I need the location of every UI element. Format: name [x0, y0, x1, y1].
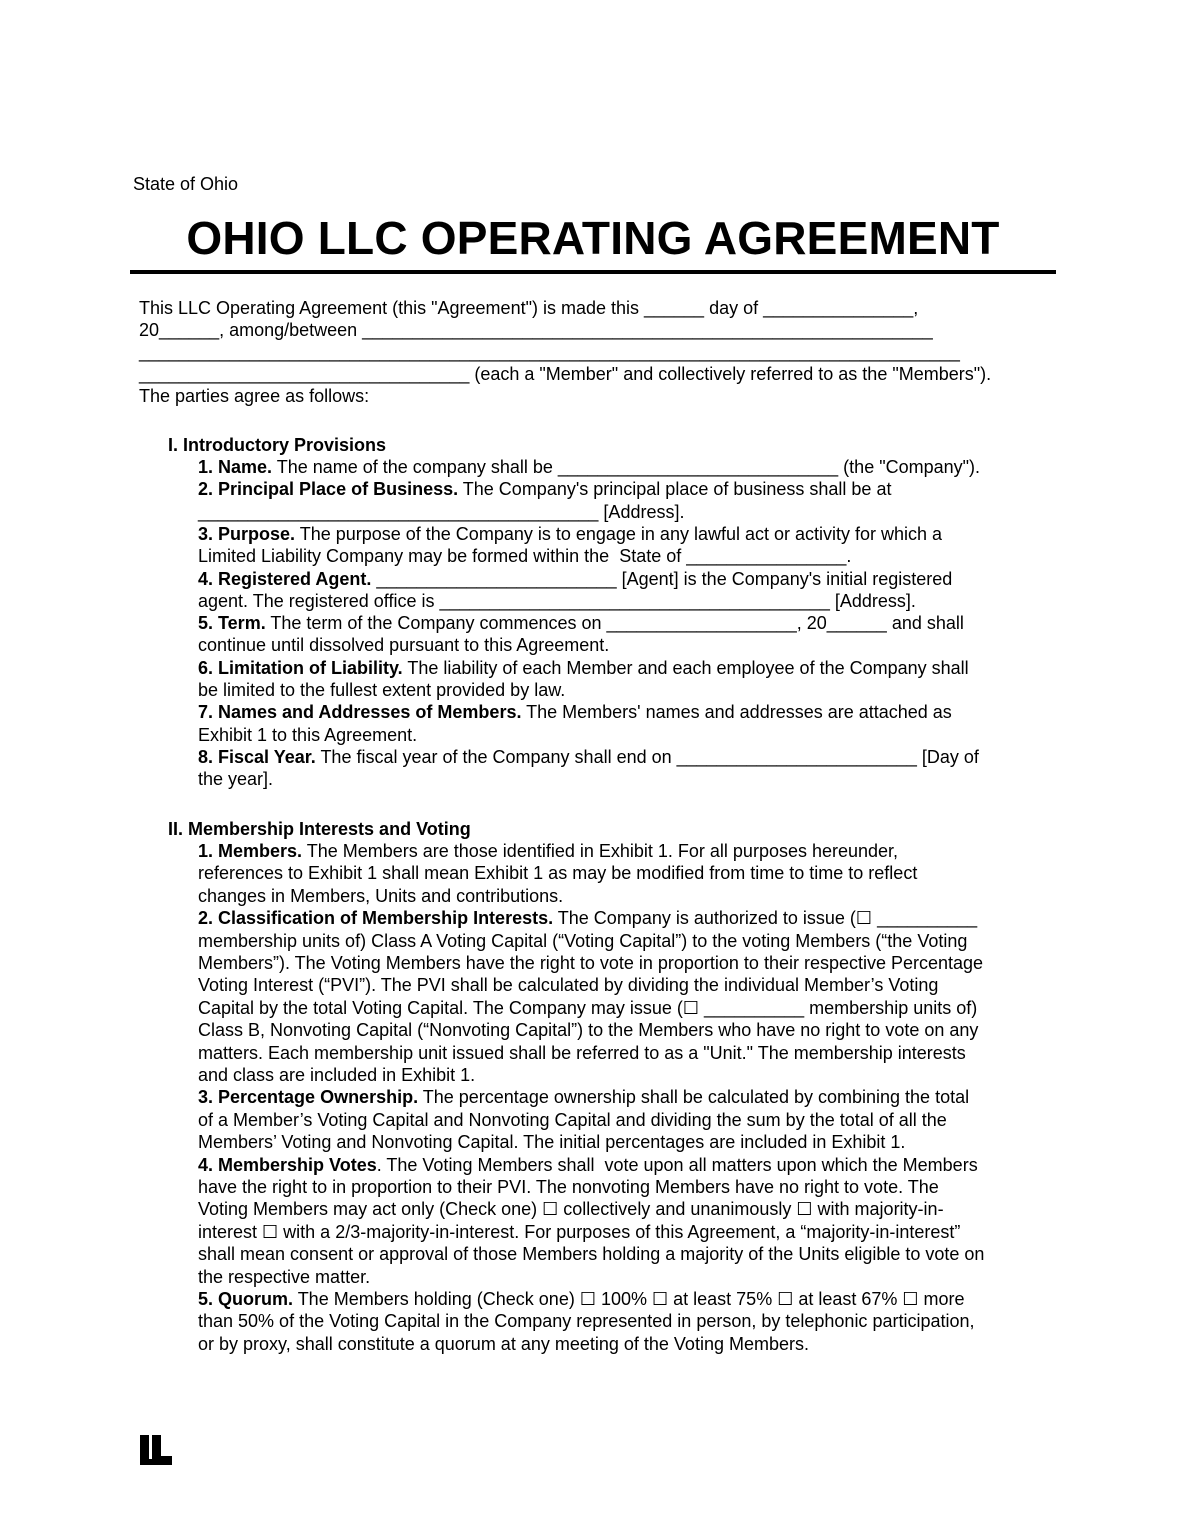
preamble-line-text: This LLC Operating Agreement (this "Agreement") is made this ______ day of _______________,	[139, 298, 919, 318]
state-label: State of Ohio	[133, 174, 239, 194]
clause-line-text: The Members holding (Check one) ☐ 100% ☐ at least 75% ☐ at least 67% ☐ more	[293, 1289, 965, 1309]
preamble-line	[139, 363, 991, 385]
clause-line-text: The fiscal year of the Company shall end on ________________________ [Day of	[315, 747, 979, 767]
clause-line-heading: 3. Percentage Ownership.	[198, 1087, 419, 1107]
clause-line	[198, 612, 964, 634]
clause-line	[198, 590, 916, 612]
clause-line-text: . The Voting Members shall vote upon all matters upon which the Members	[376, 1155, 978, 1175]
clause-line	[198, 885, 563, 907]
preamble-line-text: The parties agree as follows:	[139, 386, 370, 406]
clause-line-text: The name of the company shall be ____________________________ (the "Company").	[272, 457, 981, 477]
clause-line-text: interest ☐ with a 2/3-majority-in-interest. For purposes of this Agreement, a “majority-in-interest”	[198, 1222, 961, 1242]
section-heading: II. Membership Interests and Voting	[168, 819, 471, 839]
clause-line-heading: 8. Fiscal Year.	[198, 747, 316, 767]
clause-line-text: membership units of) Class A Voting Capital (“Voting Capital”) to the voting Members (“the Voting	[198, 931, 968, 951]
clause-line-text: ________________________________________ [Address].	[198, 502, 685, 522]
clause-line	[198, 657, 969, 679]
document-title: OHIO LLC OPERATING AGREEMENT	[186, 212, 1000, 264]
legal-templates-logo-icon	[140, 1435, 172, 1465]
clause-line	[198, 907, 977, 929]
preamble-line-text: _________________________________ (each a "Member" and collectively referred to as the "Members").	[139, 364, 992, 384]
preamble-line-text: __________________________________________________________________________________	[139, 342, 960, 362]
clause-line-heading: 4. Membership Votes	[198, 1155, 377, 1175]
clause-line	[198, 1333, 809, 1355]
clause-line	[198, 634, 609, 656]
clause-line-text: Voting Members may act only (Check one) ☐ collectively and unanimously ☐ with majority-in-	[198, 1199, 944, 1219]
clause-line-text: shall mean consent or approval of those Members holding a majority of the Units eligible to vote on	[198, 1244, 985, 1264]
clause-line-text: have the right to in proportion to their PVI. The nonvoting Members have no right to vote. The	[198, 1177, 939, 1197]
clause-line	[198, 1064, 475, 1086]
clause-line	[198, 1198, 944, 1220]
clause-line	[198, 746, 979, 768]
clause-line-text: Class B, Nonvoting Capital (“Nonvoting Capital”) to the Members who have no right to vote on any	[198, 1020, 979, 1040]
clause-line-heading: 7. Names and Addresses of Members.	[198, 702, 522, 722]
clause-line	[198, 862, 917, 884]
clause-line	[198, 952, 983, 974]
clause-line-heading: 2. Classification of Membership Interests.	[198, 908, 554, 928]
clause-line	[198, 1221, 960, 1243]
clause-line	[198, 1131, 905, 1153]
clause-line-text: The Company's principal place of business shall be at	[458, 479, 892, 499]
clause-line-text: matters. Each membership unit issued shall be referred to as a "Unit." The membership interests	[198, 1043, 966, 1063]
clause-line-text: changes in Members, Units and contributions.	[198, 886, 564, 906]
clause-line	[198, 840, 898, 862]
clause-line-text: be limited to the fullest extent provided by law.	[198, 680, 566, 700]
clause-line	[198, 1288, 965, 1310]
clause-line-text: Exhibit 1 to this Agreement.	[198, 725, 418, 745]
clause-line-text: agent. The registered office is _______________________________________ [Address].	[198, 591, 916, 611]
clause-line	[198, 1266, 370, 1288]
section-heading: I. Introductory Provisions	[168, 435, 387, 455]
clause-line	[198, 997, 977, 1019]
clause-line-text: The liability of each Member and each employee of the Company shall	[402, 658, 969, 678]
clause-line	[198, 701, 952, 723]
clause-line	[198, 478, 891, 500]
clause-line	[198, 545, 851, 567]
clause-line-text: continue until dissolved pursuant to this Agreement.	[198, 635, 610, 655]
clause-line-text: of a Member’s Voting Capital and Nonvoting Capital and dividing the sum by the total of all the	[198, 1110, 947, 1130]
preamble-line	[139, 297, 918, 319]
clause-line-heading: 1. Name.	[198, 457, 273, 477]
clause-line	[198, 1042, 966, 1064]
clause-line-text: Voting Interest (“PVI”). The PVI shall be calculated by dividing the individual Member’s Voting	[198, 975, 939, 995]
clause-line-text: The Company is authorized to issue (☐ __________	[553, 908, 978, 928]
clause-line	[198, 1310, 975, 1332]
clause-line-heading: 5. Quorum.	[198, 1289, 294, 1309]
clause-line	[198, 523, 942, 545]
clause-line-text: Members’ Voting and Nonvoting Capital. The initial percentages are included in Exhibit 1.	[198, 1132, 906, 1152]
title-underline	[130, 270, 1056, 274]
clause-line-text: than 50% of the Voting Capital in the Company represented in person, by telephonic participation,	[198, 1311, 975, 1331]
clause-line-heading: 6. Limitation of Liability.	[198, 658, 403, 678]
clause-line-text: The Members are those identified in Exhibit 1. For all purposes hereunder,	[302, 841, 899, 861]
clause-line	[198, 1109, 947, 1131]
clause-line	[198, 501, 684, 523]
clause-line-text: references to Exhibit 1 shall mean Exhibit 1 as may be modified from time to time to reflect	[198, 863, 918, 883]
clause-line-text: the respective matter.	[198, 1267, 371, 1287]
preamble-line	[139, 385, 369, 407]
preamble-line	[139, 319, 933, 341]
clause-line	[198, 1019, 978, 1041]
clause-line-heading: 2. Principal Place of Business.	[198, 479, 459, 499]
clause-line-text: Capital by the total Voting Capital. The Company may issue (☐ __________ membership units of)	[198, 998, 978, 1018]
clause-line-text: The term of the Company commences on ___________________, 20______ and shall	[265, 613, 964, 633]
clause-line	[198, 1176, 939, 1198]
clause-line-heading: 5. Term.	[198, 613, 266, 633]
clause-line	[198, 679, 565, 701]
clause-line	[198, 930, 967, 952]
clause-line-text: The percentage ownership shall be calculated by combining the total	[418, 1087, 970, 1107]
clause-line-text: Members”). The Voting Members have the right to vote in proportion to their respective Percentage	[198, 953, 984, 973]
preamble-line-text: 20______, among/between _________________________________________________________	[139, 320, 933, 340]
clause-line	[198, 1243, 984, 1265]
clause-line-text: ________________________ [Agent] is the Company's initial registered	[371, 569, 953, 589]
clause-line-text: and class are included in Exhibit 1.	[198, 1065, 476, 1085]
clause-line	[198, 724, 417, 746]
clause-line-text: or by proxy, shall constitute a quorum at any meeting of the Voting Members.	[198, 1334, 809, 1354]
clause-line	[198, 568, 952, 590]
clause-line-text: The purpose of the Company is to engage in any lawful act or activity for which a	[295, 524, 943, 544]
clause-line	[198, 974, 938, 996]
clause-line-text: The Members' names and addresses are attached as	[521, 702, 952, 722]
clause-line	[198, 768, 273, 790]
clause-line-text: Limited Liability Company may be formed within the State of ________________.	[198, 546, 852, 566]
clause-line-heading: 4. Registered Agent.	[198, 569, 372, 589]
clause-line-text: the year].	[198, 769, 274, 789]
preamble-line	[139, 341, 960, 363]
clause-line-heading: 3. Purpose.	[198, 524, 296, 544]
clause-line	[198, 456, 980, 478]
clause-line-heading: 1. Members.	[198, 841, 303, 861]
clause-line	[198, 1086, 969, 1108]
clause-line	[198, 1154, 978, 1176]
